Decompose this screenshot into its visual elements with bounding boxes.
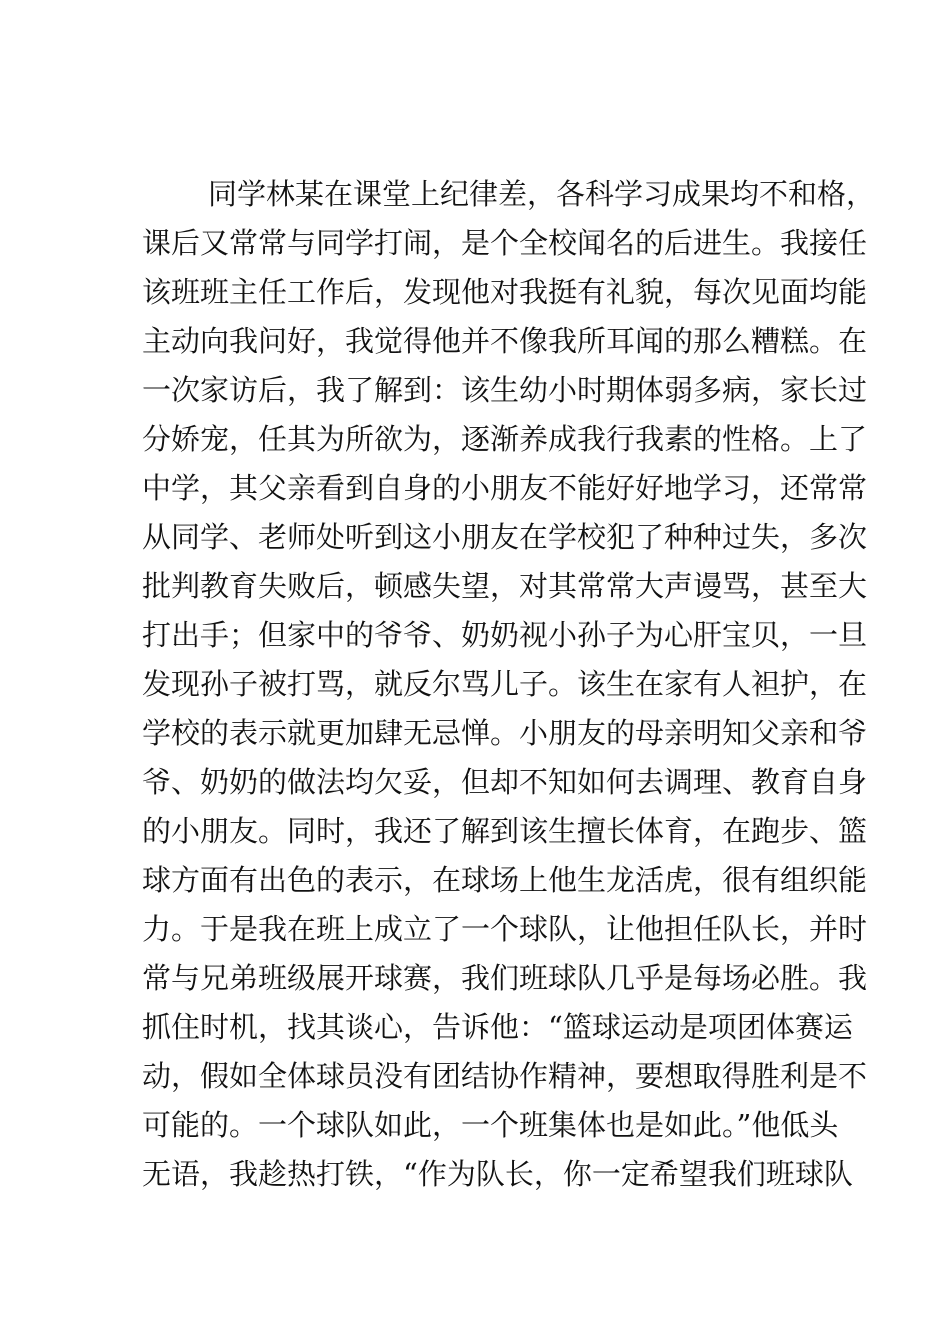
paragraph-line: 发现孙子被打骂，就反尔骂儿子。该生在家有人袒护，在 [142,667,868,701]
paragraph-line: 课后又常常与同学打闹，是个全校闻名的后进生。我接任 [142,226,868,260]
paragraph-line: 学校的表示就更加肆无忌惮。小朋友的母亲明知父亲和爷 [142,716,868,750]
paragraph-line: 分娇宠，任其为所欲为，逐渐养成我行我素的性格。上了 [142,422,868,456]
paragraph-line: 主动向我问好，我觉得他并不像我所耳闻的那么糟糕。在 [142,324,868,358]
paragraph-line: 无语，我趁热打铁，“作为队长，你一定希望我们班球队 [142,1157,853,1191]
paragraph-line: 批判教育失败后，顿感失望，对其常常大声谩骂，甚至大 [142,569,868,603]
paragraph-line: 同学林某在课堂上纪律差，各科学习成果均不和格， [208,177,876,211]
paragraph-line: 打出手；但家中的爷爷、奶奶视小孙子为心肝宝贝，一旦 [142,618,868,652]
paragraph-line: 球方面有出色的表示，在球场上他生龙活虎，很有组织能 [142,863,868,897]
body-paragraph [142,170,876,1199]
paragraph-line: 的小朋友。同时，我还了解到该生擅长体育，在跑步、篮 [142,814,868,848]
paragraph-line: 可能的。一个球队如此，一个班集体也是如此。”他低头 [142,1108,839,1142]
paragraph-line: 一次家访后，我了解到：该生幼小时期体弱多病，家长过 [142,373,868,407]
paragraph-line: 常与兄弟班级展开球赛，我们班球队几乎是每场必胜。我 [142,961,868,995]
paragraph-line: 力。于是我在班上成立了一个球队，让他担任队长，并时 [142,912,868,946]
paragraph-line: 从同学、老师处听到这小朋友在学校犯了种种过失，多次 [142,520,868,554]
paragraph-line: 中学，其父亲看到自身的小朋友不能好好地学习，还常常 [142,471,868,505]
paragraph-line: 爷、奶奶的做法均欠妥，但却不知如何去调理、教育自身 [142,765,868,799]
paragraph-line: 动，假如全体球员没有团结协作精神，要想取得胜利是不 [142,1059,868,1093]
paragraph-line: 该班班主任工作后，发现他对我挺有礼貌，每次见面均能 [142,275,868,309]
paragraph-line: 抓住时机，找其谈心，告诉他：“篮球运动是项团体赛运 [142,1010,853,1044]
